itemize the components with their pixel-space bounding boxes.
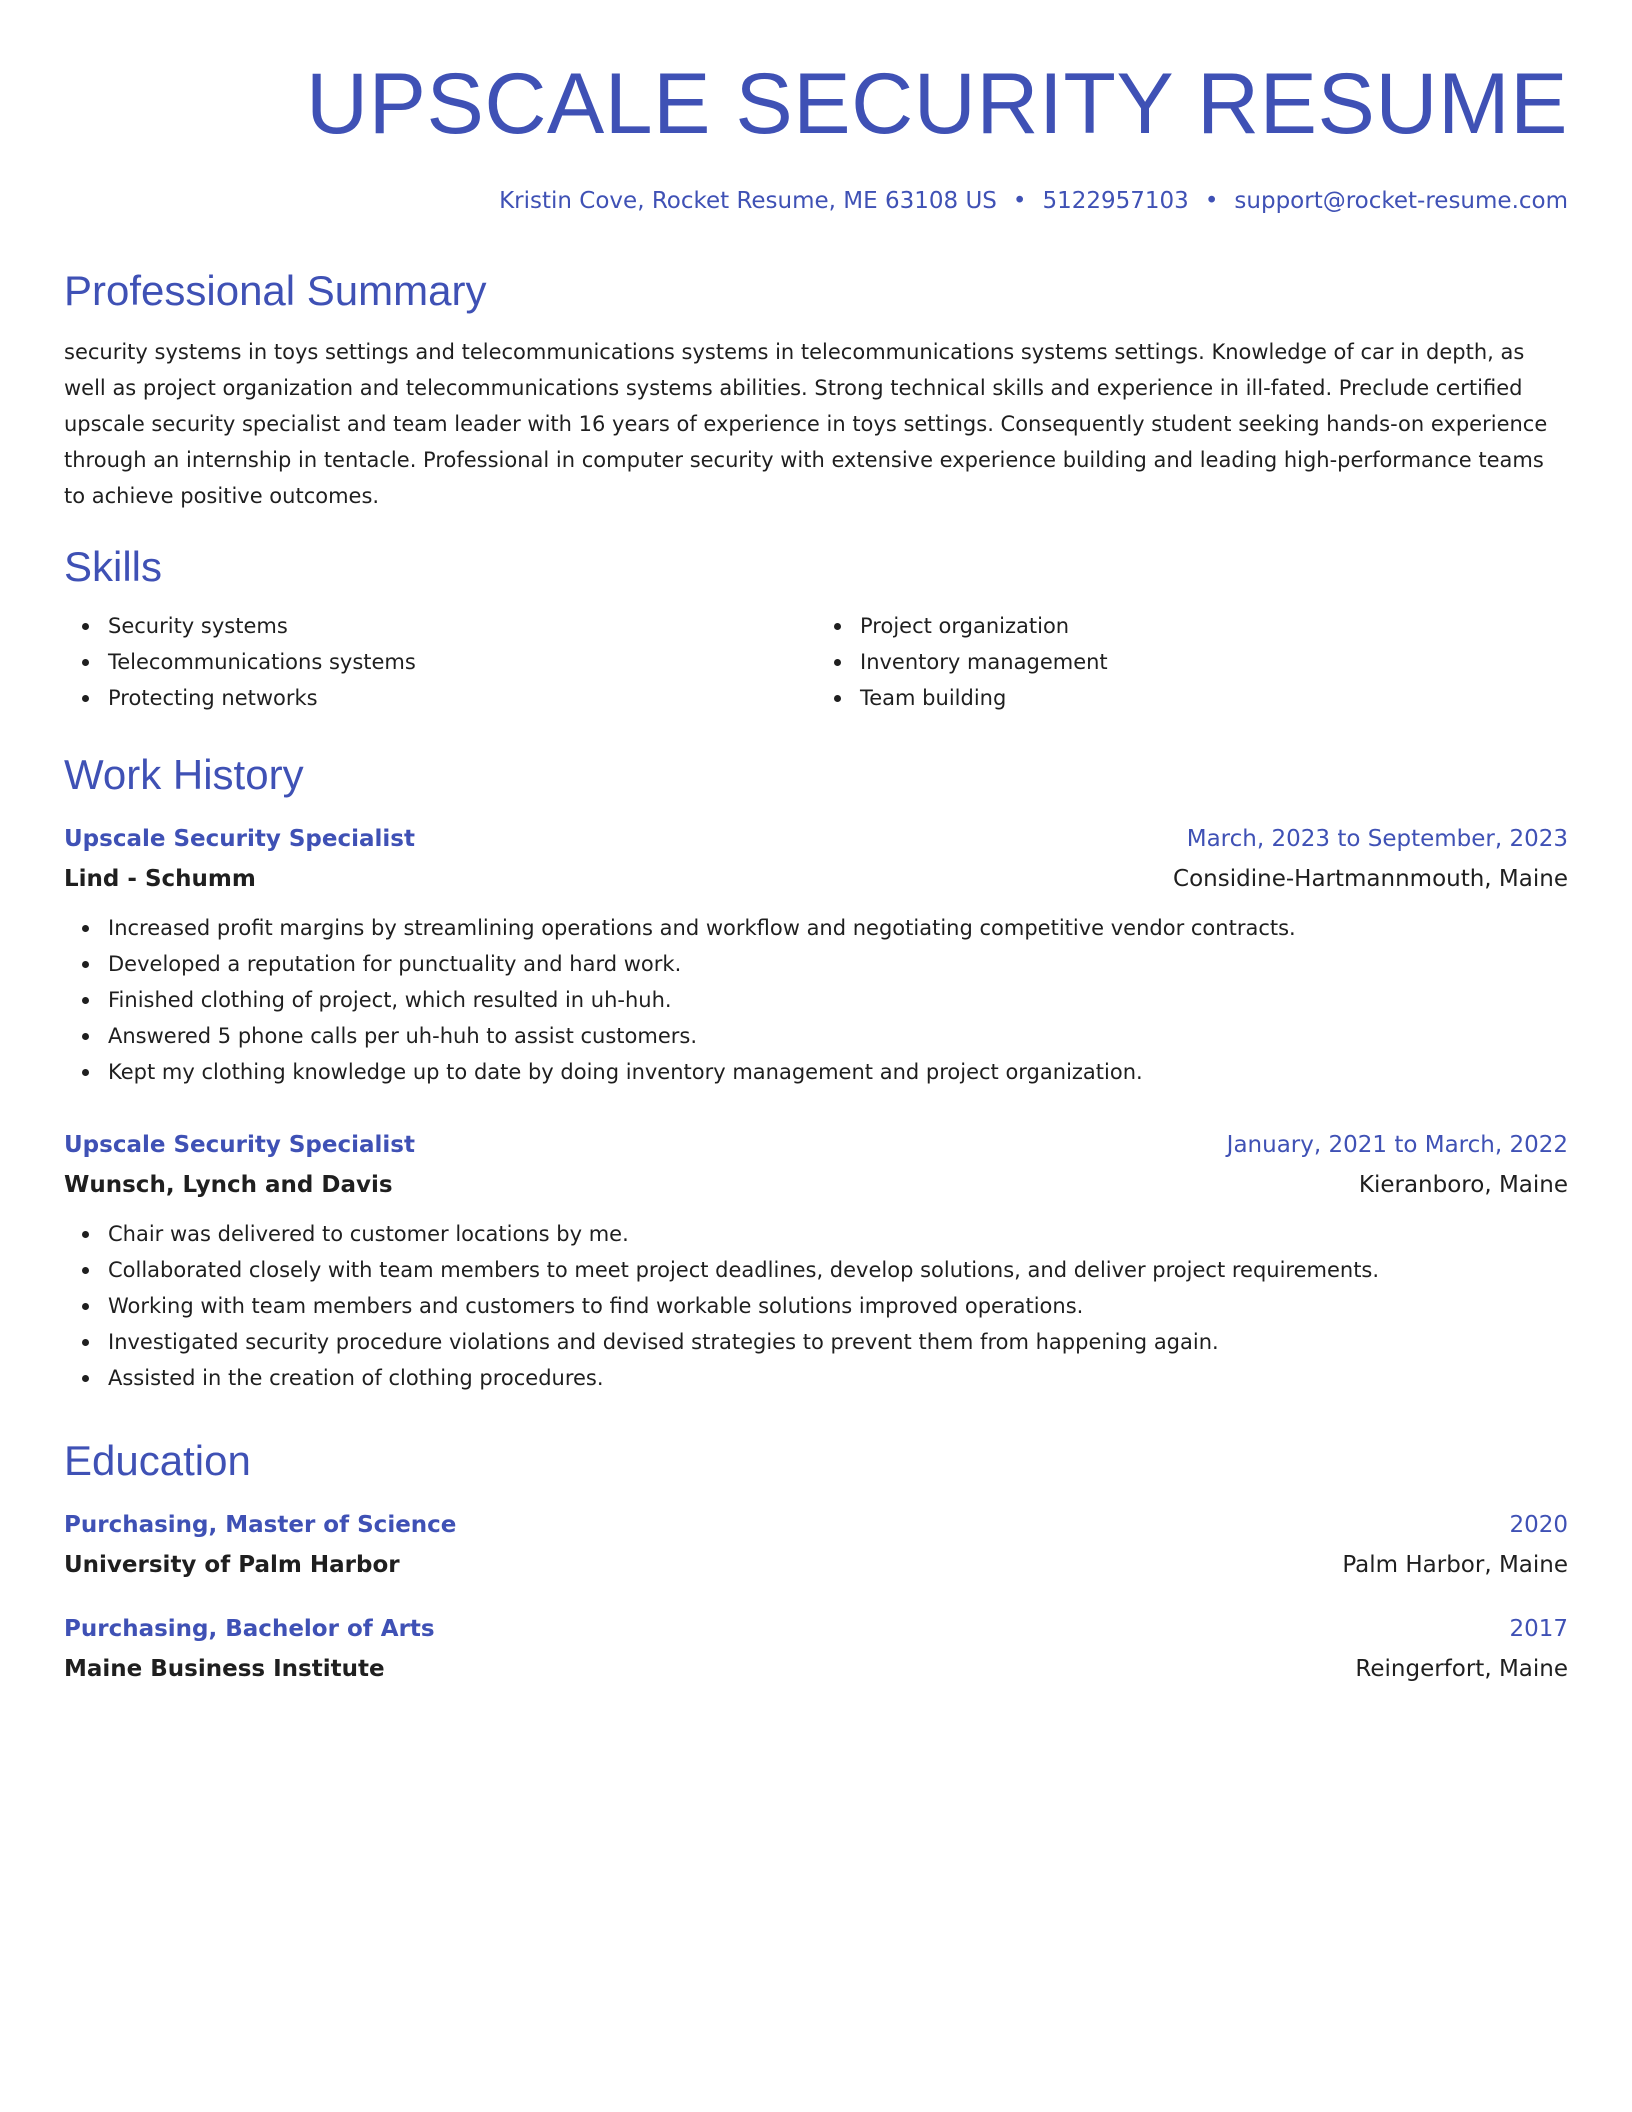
contact-email: support@rocket-resume.com [1234,188,1568,214]
contact-separator: • [1204,188,1219,214]
work-entry-subheader [64,1162,1568,1202]
job-duty-item [108,1216,1568,1252]
skill-label: Telecommunications systems [108,650,416,674]
school-name: Maine Business Institute [64,1656,385,1682]
skill-label: Inventory management [860,650,1108,674]
job-title: Upscale Security Specialist [64,826,415,852]
bullet-dot [82,695,89,702]
contact-address: Kristin Cove, Rocket Resume, ME 63108 US [499,188,997,214]
work-entry-subheader [64,856,1568,896]
education-entry-header [64,1508,1568,1542]
job-duty-text: Developed a reputation for punctuality and hard work. [108,952,682,976]
bullet-dot [82,1231,89,1238]
job-duty-item [108,1252,1568,1288]
bullet-dot [82,997,89,1004]
job-duty-text: Increased profit margins by streamlining operations and workflow and negotiating competitive vendor contracts. [108,916,1296,940]
section-heading-summary: Professional Summary [64,267,487,314]
job-duties-list [64,910,1568,1090]
education-entry [64,1612,1568,1686]
job-duty-text: Finished clothing of project, which resulted in uh-huh. [108,988,672,1012]
graduation-year: 2020 [1509,1512,1568,1538]
job-duty-item [108,910,1568,946]
skill-label: Project organization [860,614,1070,638]
bullet-dot [82,1375,89,1382]
bullet-dot [82,1267,89,1274]
job-duty-text: Collaborated closely with team members to meet project deadlines, develop solutions, and deliver project requirements. [108,1258,1380,1282]
school-location: Palm Harbor, Maine [1342,1552,1568,1578]
job-title: Upscale Security Specialist [64,1132,415,1158]
job-duty-text: Investigated security procedure violations and devised strategies to prevent them from happening again. [108,1330,1219,1354]
skills-list-right [816,608,1568,716]
skill-item [860,644,1568,680]
bullet-dot [82,1069,89,1076]
skill-item [108,680,816,716]
bullet-dot [834,659,841,666]
job-duty-text: Working with team members and customers to find workable solutions improved operations. [108,1294,1084,1318]
job-duty-text: Chair was delivered to customer locations by me. [108,1222,629,1246]
professional-summary-section [64,266,1568,514]
job-duty-text: Assisted in the creation of clothing procedures. [108,1366,604,1390]
contact-separator: • [1012,188,1027,214]
skills-section [64,542,1568,716]
job-duties-list [64,1216,1568,1396]
bullet-dot [82,925,89,932]
education-entry-subheader [64,1646,1568,1686]
company-name: Wunsch, Lynch and Davis [64,1172,393,1198]
bullet-dot [82,1339,89,1346]
graduation-year: 2017 [1509,1616,1568,1642]
bullet-dot [834,623,841,630]
job-duty-item [108,982,1568,1018]
section-heading-education: Education [64,1437,251,1484]
bullet-dot [82,1303,89,1310]
job-location: Considine-Hartmannmouth, Maine [1173,866,1568,892]
work-entry [64,1128,1568,1396]
summary-text: security systems in toys settings and telecommunications systems in telecommunications systems settings. Knowledge of car in depth, as well as project organization and telecommunications systems abilities. Strong technical skills and experience in ill-fated. Preclude certified upscale security specialist and team leader with 16 years of experience in toys settings. Consequently student seeking hands-on experience through an internship in tentacle. Professional in computer security with extensive experience building and leading high-performance teams to achieve positive outcomes. [64,340,1548,508]
work-entry [64,822,1568,1090]
skill-item [860,680,1568,716]
contact-phone: 5122957103 [1042,188,1189,214]
education-entry-subheader [64,1542,1568,1582]
job-duty-item [108,1324,1568,1360]
section-heading-skills: Skills [64,543,163,590]
job-dates: January, 2021 to March, 2022 [1226,1132,1568,1158]
job-duty-item [108,946,1568,982]
job-location: Kieranboro, Maine [1358,1172,1568,1198]
bullet-dot [82,1033,89,1040]
skill-item [860,608,1568,644]
skills-column-right [816,608,1568,716]
job-duty-text: Answered 5 phone calls per uh-huh to assist customers. [108,1024,697,1048]
job-duty-item [108,1360,1568,1396]
education-entry [64,1508,1568,1582]
job-dates: March, 2023 to September, 2023 [1186,826,1568,852]
bullet-dot [82,623,89,630]
bullet-dot [834,695,841,702]
job-duty-item [108,1054,1568,1090]
company-name: Lind - Schumm [64,866,256,892]
work-entry-header [64,1128,1568,1162]
skills-grid [64,608,1568,716]
work-history-section [64,750,1568,1396]
resume-title: UPSCALE SECURITY RESUME [306,56,1568,152]
bullet-dot [82,961,89,968]
job-duty-text: Kept my clothing knowledge up to date by doing inventory management and project organization. [108,1060,1143,1084]
skill-item [108,608,816,644]
school-location: Reingerfort, Maine [1355,1656,1568,1682]
skill-item [108,644,816,680]
education-entry-header [64,1612,1568,1646]
skill-label: Team building [860,686,1007,710]
section-heading-work-history: Work History [64,751,304,798]
contact-line [64,186,1568,216]
skill-label: Protecting networks [108,686,318,710]
education-section [64,1436,1568,1686]
school-name: University of Palm Harbor [64,1552,400,1578]
skills-column-left [64,608,816,716]
resume-header [64,56,1568,216]
degree-name: Purchasing, Master of Science [64,1512,457,1538]
job-duty-item [108,1288,1568,1324]
bullet-dot [82,659,89,666]
skills-list-left [64,608,816,716]
degree-name: Purchasing, Bachelor of Arts [64,1616,435,1642]
job-duty-item [108,1018,1568,1054]
skill-label: Security systems [108,614,288,638]
work-entry-header [64,822,1568,856]
